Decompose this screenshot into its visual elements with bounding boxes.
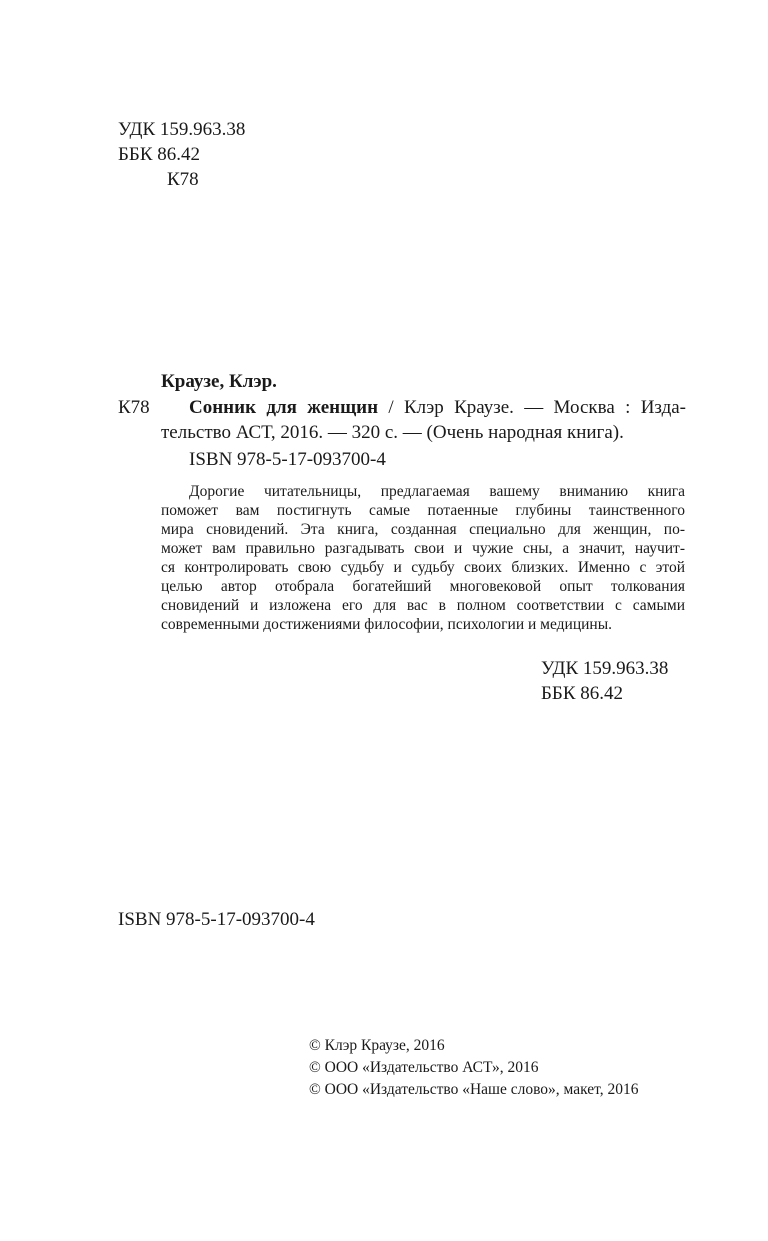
annotation-line: современными достижениями философии, психологии и медицины. bbox=[161, 616, 613, 633]
title-line-1 bbox=[189, 394, 686, 421]
annotation-line: ся контролировать свою судьбу и судьбу своих близких. Именно с этой bbox=[161, 559, 685, 576]
udk-code-top: УДК 159.963.38 bbox=[118, 119, 246, 140]
annotation-line: Дорогие читательницы, предлагаемая вашему вниманию книга bbox=[189, 483, 685, 500]
udk-code-right: УДК 159.963.38 bbox=[541, 658, 669, 679]
bbk-code-top: ББК 86.42 bbox=[118, 144, 200, 165]
title-line-2: тельство АСТ, 2016. — 320 с. — (Очень народная книга). bbox=[161, 422, 624, 443]
author-code-top: К78 bbox=[167, 169, 199, 190]
bbk-code-right: ББК 86.42 bbox=[541, 683, 623, 704]
copyright-line: © ООО «Издательство АСТ», 2016 bbox=[309, 1059, 539, 1076]
isbn-middle: ISBN 978-5-17-093700-4 bbox=[189, 449, 386, 470]
copyright-line: © ООО «Издательство «Наше слово», макет, 2016 bbox=[309, 1081, 639, 1098]
title-responsibility: / Клэр Краузе. — Москва : Изда- bbox=[378, 397, 687, 418]
book-title: Сонник для женщин bbox=[189, 397, 379, 418]
annotation-line: целью автор отобрала богатейший многовековой опыт толкования bbox=[161, 578, 685, 595]
annotation-line: поможет вам постигнуть самые потаенные глубины таинственного bbox=[161, 502, 685, 519]
copyright-line: © Клэр Краузе, 2016 bbox=[309, 1037, 445, 1054]
annotation-line: сновидений и изложена его для вас в полном соответствии с самыми bbox=[161, 597, 685, 614]
annotation-line: может вам правильно разгадывать свои и чужие сны, а значит, научит- bbox=[161, 540, 685, 557]
author-name: Краузе, Клэр. bbox=[161, 371, 277, 392]
isbn-bottom: ISBN 978-5-17-093700-4 bbox=[118, 909, 315, 930]
author-code-side: К78 bbox=[118, 397, 150, 418]
annotation-line: мира сновидений. Эта книга, созданная специально для женщин, по- bbox=[161, 521, 685, 538]
